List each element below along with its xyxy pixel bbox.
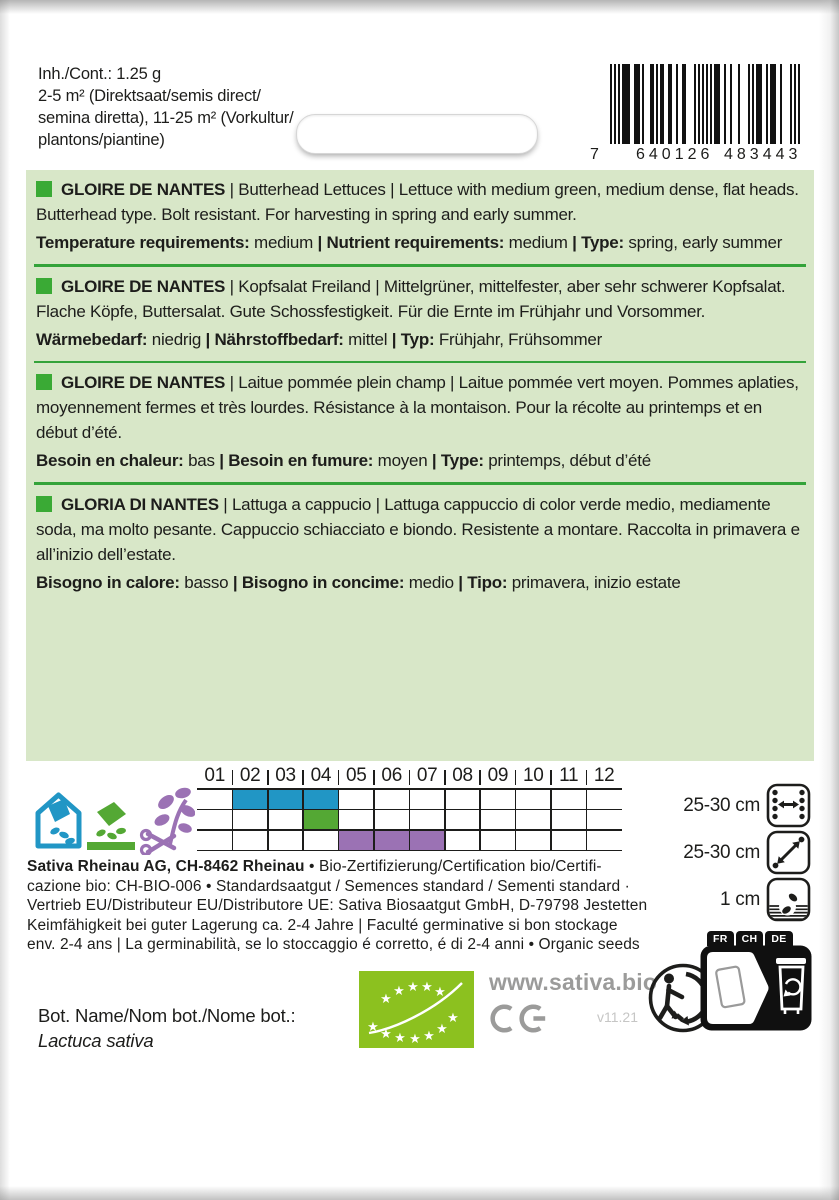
country-tab-ch: CH [736,931,764,946]
cal-tick [479,770,481,785]
country-tab-de: DE [765,931,792,946]
cal-fill [374,829,409,850]
cal-vline [373,788,375,851]
ean13-barcode [588,64,802,166]
contents-line: 2-5 m² (Direktsaat/semis direct/ [38,87,261,105]
cal-month: 01 [204,765,225,786]
addr-line: cazione bio: CH-BIO-006 • Standardsaatgut / Semences standard / Sementi standard · [27,877,630,895]
requirements-line: Temperature requirements: medium | Nutrient requirements: medium | Type: spring, early summer [36,233,783,252]
lang-section-en [26,170,814,260]
sowing-depth-icon [766,877,811,922]
cal-fill [409,829,444,850]
cal-fill [303,788,338,809]
direct-sowing-icon [87,800,135,850]
botanical-name-label: Bot. Name/Nom bot./Nome bot.: [38,1005,296,1026]
packet-bottom-shadow [0,1186,839,1200]
barcode-digit: 7 [590,146,603,163]
cal-vline [479,788,481,851]
paper-recycling-badge [700,931,812,1031]
packet-top-shadow [0,0,839,14]
cal-tick [267,770,269,785]
plant-spacing-icon [766,830,811,875]
cal-month: 10 [523,765,544,786]
requirements-line: Bisogno in calore: basso | Bisogno in concime: medio | Tipo: primavera, inizio estate [36,572,681,592]
svg-text:★: ★ [434,985,446,1000]
cal-month: 11 [559,765,579,786]
cal-vline [409,788,411,851]
description-panel [26,170,814,761]
sowing-depth-label: 1 cm [720,889,760,910]
lang-section-de [26,267,814,357]
greenhouse-sowing-icon [35,791,82,849]
cal-vline [267,788,269,851]
sowing-calendar-grid [197,766,623,854]
svg-text:★: ★ [380,1027,392,1042]
svg-text:★: ★ [407,980,419,995]
variety-description [36,177,800,227]
packet-left-shadow [0,0,10,1200]
row-spacing-icon [766,783,811,828]
botanical-name-latin: Lactuca sativa [38,1030,154,1051]
row-spacing-label: 25-30 cm [683,795,760,816]
botanical-name-block [38,1003,295,1053]
green-square-bullet [36,496,52,512]
addr-line: Vertrieb EU/Distributeur EU/Distributore UE: Sativa Biosaatgut GmbH, D-79798 Jestetten [27,897,648,915]
paper-to-bin-graphic [700,945,812,1031]
cal-tick [373,770,375,785]
cal-tick [515,770,517,785]
cal-month: 06 [381,765,402,786]
country-tab-fr: FR [707,931,734,946]
cal-vline [444,788,446,851]
cal-vline [338,788,340,851]
cal-tick [586,770,588,785]
lang-section-it [26,485,814,600]
cal-vline [232,788,234,851]
cal-fill [268,788,303,809]
plant-spacing-label: 25-30 cm [683,842,760,863]
contents-line: semina diretta), 11-25 m² (Vorkultur/ [38,109,294,127]
svg-text:★: ★ [394,1031,406,1046]
svg-text:★: ★ [436,1022,448,1037]
ce-mark [489,1002,547,1035]
cal-vline [515,788,517,851]
cal-tick [338,770,340,785]
variety-text: | Kopfsalat Freiland | Mittelgrüner, mittelfester, aber sehr schwerer Kopfsalat. Flache Köpfe, Buttersalat. Gute Schossfestigkeit. Für die Ernte im Frühjahr und Vorsommer. [36,276,786,321]
cal-month: 08 [452,765,473,786]
svg-text:★: ★ [367,1020,379,1035]
barcode-digits: 483443 [724,146,802,163]
svg-text:★: ★ [380,992,392,1007]
barcode-digits: 640126 [636,146,714,163]
contents-info [38,63,293,151]
eu-organic-leaf-logo [359,971,474,1048]
svg-text:★: ★ [409,1032,421,1047]
requirements-line: Wärmebedarf: niedrig | Nährstoffbedarf: mittel | Typ: Frühjahr, Frühsommer [36,329,603,349]
variety-description [36,492,800,567]
variety-title: GLORIA DI NANTES [61,494,219,514]
green-square-bullet [36,374,52,390]
cal-month: 07 [416,765,438,786]
harvest-scissors-icon [138,784,195,855]
cal-tick [444,770,446,785]
svg-text:★: ★ [421,980,433,995]
hang-hole-slot [296,114,538,154]
country-tabs [700,931,812,946]
cal-fill [339,829,374,850]
cal-month: 09 [487,765,509,786]
contents-line: Inh./Cont.: 1.25 g [38,65,161,83]
variety-text: | Lattuga a cappucio | Lattuga cappuccio di color verde medio, mediamente soda, ma molto pesante. Cappuccio schiacciato e biondo. Resistente a montare. Raccolta in primavera e all’inizio dell’estate. [36,494,800,564]
cal-vline [586,788,588,851]
addr-line: env. 2-4 ans | La germinabilità, se lo stoccaggio é corretto, é di 2-4 anni • Organic seeds [27,936,640,954]
barcode-bars [610,64,800,144]
cal-vline [550,788,552,851]
cal-month: 03 [275,765,296,786]
cal-month: 04 [310,765,332,786]
variety-text: | Butterhead Lettuces | Lettuce with medium green, medium dense, flat heads. Butterhead type. Bolt resistant. For harvesting in spring and early summer. [36,180,799,224]
version-number: v11.21 [597,1009,638,1025]
cal-tick [302,770,304,785]
addr-line: Sativa Rheinau AG, CH-8462 Rheinau • Bio-Zertifizierung/Certification bio/Certifi- [27,858,602,875]
requirements-line: Besoin en chaleur: bas | Besoin en fumure: moyen | Type: printemps, début d’été [36,451,651,471]
cal-vline [302,788,304,851]
producer-address-block [27,857,647,955]
cal-month: 02 [239,765,261,786]
packet-right-shadow [819,0,839,1200]
cal-tick [409,770,411,785]
cal-fill [232,788,267,809]
cal-month: 05 [346,765,367,786]
cal-month: 12 [593,765,615,786]
cal-tick [232,770,234,785]
cal-tick [550,770,552,785]
lang-section-fr [26,363,814,478]
variety-description [36,274,800,324]
svg-text:★: ★ [447,1011,459,1026]
variety-text: | Laitue pommée plein champ | Laitue pommée vert moyen. Pommes aplaties, moyennement fermes et très lourdes. Résistance à la montaison. Pour la récolte au printemps et en début d’été. [36,373,799,443]
website-url: www.sativa.bio [489,969,658,995]
addr-line: Keimfähigkeit bei guter Lagerung ca. 2-4 Jahre | Faculté germinative si bon stockage [27,916,618,934]
cal-fill [303,809,338,830]
green-square-bullet [36,278,52,294]
variety-title: GLOIRE DE NANTES [61,180,226,199]
variety-title: GLOIRE DE NANTES [61,373,226,393]
variety-title: GLOIRE DE NANTES [61,276,226,296]
contents-line: plantons/piantine) [38,131,165,149]
variety-description [36,370,800,445]
green-square-bullet [36,181,52,197]
svg-text:★: ★ [423,1029,435,1044]
svg-text:★: ★ [393,984,405,999]
